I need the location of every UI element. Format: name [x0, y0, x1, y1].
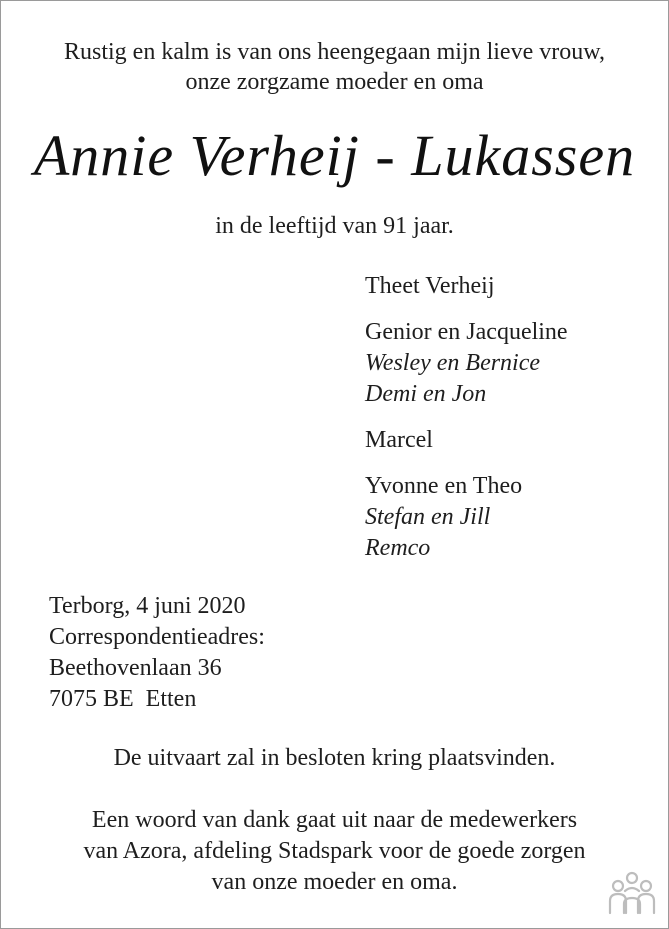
- family-list: [365, 271, 568, 579]
- deceased-name: Annie Verheij - Lukassen: [33, 123, 636, 188]
- family-group: [365, 271, 568, 302]
- intro-text: [1, 37, 668, 97]
- family-member: Marcel: [365, 427, 433, 453]
- grandchild: Wesley en Bernice: [365, 350, 541, 376]
- place-date: Terborg, 4 juni 2020: [49, 593, 246, 619]
- grandchild: Stefan en Jill: [365, 504, 491, 530]
- thanks-line-2: van Azora, afdeling Stadspark voor de goede zorgen: [83, 838, 586, 864]
- location-block: [49, 591, 265, 715]
- intro-line-1: Rustig en kalm is van ons heengegaan mijn lieve vrouw,: [64, 39, 605, 65]
- family-member: Theet Verheij: [365, 273, 495, 299]
- family-group: [365, 425, 568, 456]
- grandchild: Remco: [365, 535, 431, 561]
- family-group: [365, 317, 568, 410]
- thanks-text: [1, 805, 668, 898]
- intro-line-2: onze zorgzame moeder en oma: [185, 69, 484, 95]
- family-member: Yvonne en Theo: [365, 473, 523, 499]
- people-group-icon: [606, 871, 658, 915]
- age-text: in de leeftijd van 91 jaar.: [215, 213, 454, 239]
- funeral-notice: De uitvaart zal in besloten kring plaatsvinden.: [113, 745, 556, 771]
- correspondence-label: Correspondentieadres:: [49, 624, 265, 650]
- family-group: [365, 471, 568, 564]
- thanks-line-1: Een woord van dank gaat uit naar de medewerkers: [91, 807, 578, 833]
- thanks-line-3: van onze moeder en oma.: [211, 869, 458, 895]
- address-street: Beethovenlaan 36: [49, 655, 222, 681]
- address-postcode-city: 7075 BE Etten: [49, 686, 197, 712]
- grandchild: Demi en Jon: [365, 381, 487, 407]
- family-member: Genior en Jacqueline: [365, 319, 568, 345]
